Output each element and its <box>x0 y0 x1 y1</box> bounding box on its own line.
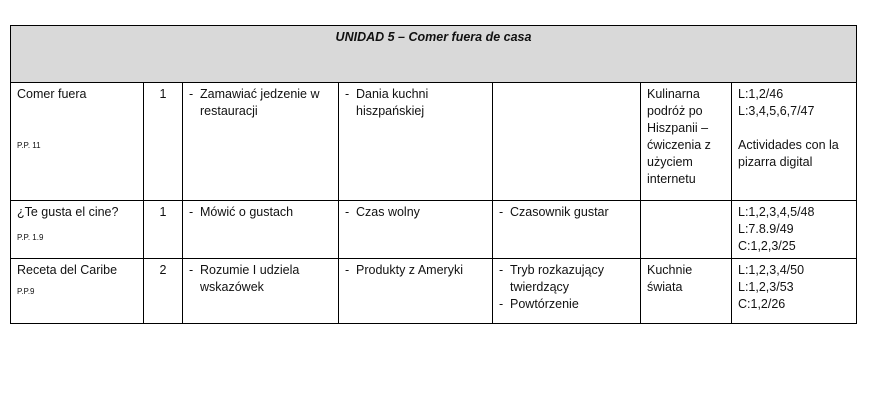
exercise-note: Actividades con la pizarra digital <box>738 138 839 169</box>
exercise-ref: L:1,2,3,4,5/48 <box>738 205 815 219</box>
table-row <box>11 201 857 259</box>
grammar-cell <box>493 201 641 259</box>
vocabulary-cell <box>339 201 493 259</box>
communication-item: - Mówić o gustach <box>189 204 332 221</box>
exercise-ref: L:7.8.9/49 <box>738 222 794 236</box>
pp-code: P.P. 1.9 <box>17 233 44 242</box>
topic-title: Receta del Caribe <box>17 263 118 277</box>
table-row <box>11 83 857 201</box>
exercise-ref: L:3,4,5,6,7/47 <box>738 104 815 118</box>
exercise-ref: L:1,2,3,4/50 <box>738 263 805 277</box>
exercises-cell <box>732 83 857 201</box>
culture-cell <box>641 201 732 259</box>
communication-item: - Zamawiać jedzenie w restauracji <box>189 86 332 120</box>
vocabulary-item: - Dania kuchni hiszpańskiej <box>345 86 486 120</box>
culture-cell: Kuchnie świata <box>641 259 732 324</box>
vocabulary-cell <box>339 259 493 324</box>
topic-cell <box>11 201 144 259</box>
grammar-item: - Czasownik gustar <box>499 204 634 221</box>
grammar-item: - Powtórzenie <box>499 296 634 313</box>
communication-cell <box>183 201 339 259</box>
exercise-ref: C:1,2/26 <box>738 297 786 311</box>
topic-cell <box>11 259 144 324</box>
culture-cell: Kulinarna podróż po Hiszpanii – ćwiczenia z użyciem internetu <box>641 83 732 201</box>
vocabulary-item: - Czas wolny <box>345 204 486 221</box>
exercise-ref: L:1,2,3/53 <box>738 280 794 294</box>
communication-cell <box>183 259 339 324</box>
topic-title: Comer fuera <box>17 87 87 101</box>
grammar-cell <box>493 259 641 324</box>
unit-title: UNIDAD 5 – Comer fuera de casa <box>11 26 857 83</box>
communication-item: - Rozumie I udziela wskazówek <box>189 262 332 296</box>
topic-cell <box>11 83 144 201</box>
pp-code: P.P.9 <box>17 287 35 296</box>
grammar-item: - Tryb rozkazujący twierdzący <box>499 262 634 296</box>
exercise-ref: L:1,2/46 <box>738 87 784 101</box>
exercises-cell <box>732 259 857 324</box>
pp-code: P.P. 11 <box>17 141 41 150</box>
hours-cell: 1 <box>144 83 183 201</box>
exercise-ref: C:1,2,3/25 <box>738 239 796 253</box>
exercises-cell <box>732 201 857 259</box>
vocabulary-item: - Produkty z Ameryki <box>345 262 486 279</box>
vocabulary-cell <box>339 83 493 201</box>
topic-title: ¿Te gusta el cine? <box>17 205 119 219</box>
unit-table <box>10 25 857 324</box>
table-row <box>11 259 857 324</box>
communication-cell <box>183 83 339 201</box>
hours-cell: 1 <box>144 201 183 259</box>
grammar-cell <box>493 83 641 201</box>
hours-cell: 2 <box>144 259 183 324</box>
